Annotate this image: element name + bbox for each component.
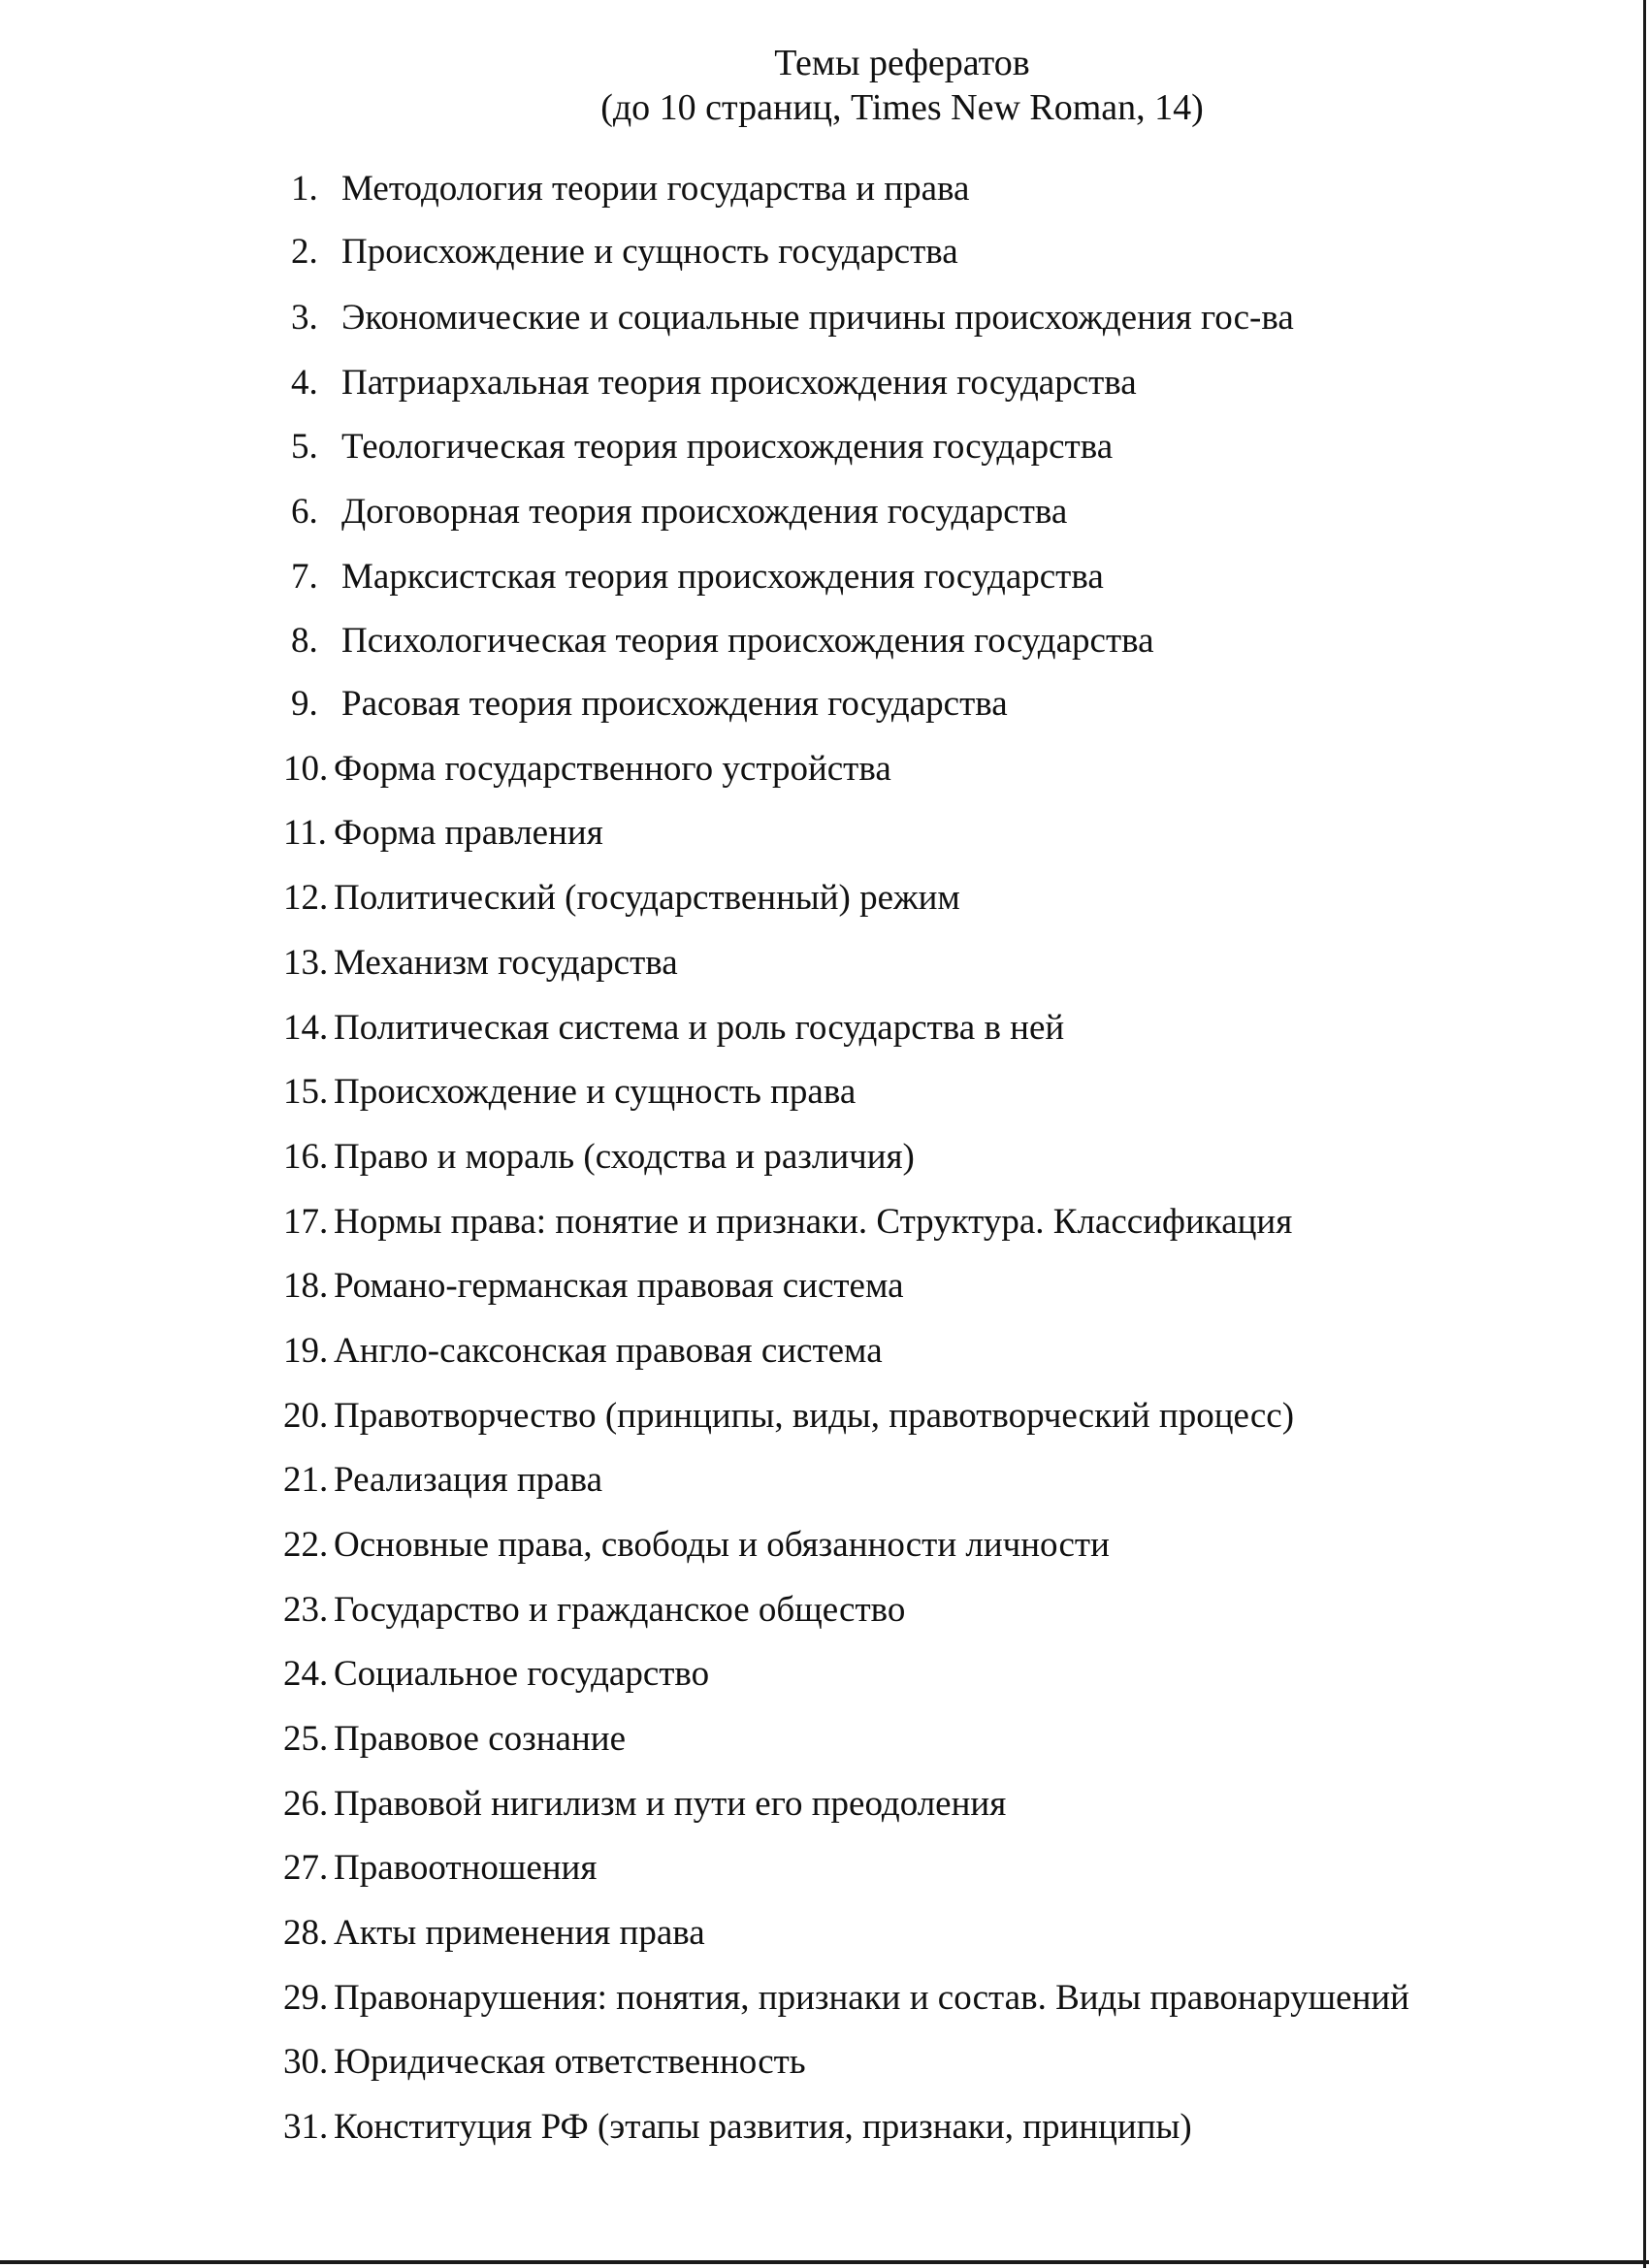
topic-number: 17.: [283, 1202, 329, 1242]
topic-number: 31.: [283, 2107, 329, 2147]
topic-text: Правоотношения: [334, 1848, 598, 1888]
topic-number: 13.: [283, 943, 329, 983]
topic-number: 19.: [283, 1331, 329, 1371]
topic-number: 26.: [283, 1784, 329, 1824]
topic-text: Политический (государственный) режим: [334, 878, 960, 918]
topic-text: Расовая теория происхождения государства: [341, 684, 1008, 724]
topic-text: Правотворчество (принципы, виды, правотворческий процесс): [334, 1396, 1295, 1436]
topic-text: Англо-саксонская правовая система: [334, 1331, 883, 1371]
topic-text: Реализация права: [334, 1460, 603, 1500]
topic-text: Психологическая теория происхождения государства: [341, 621, 1154, 661]
topic-number: 14.: [283, 1008, 329, 1048]
topic-text: Экономические и социальные причины происхождения гос-ва: [341, 298, 1294, 338]
topic-number: 28.: [283, 1913, 329, 1953]
topic-number: 22.: [283, 1525, 329, 1565]
topic-text: Правовое сознание: [334, 1719, 626, 1759]
topic-number: 6.: [291, 492, 318, 532]
topic-text: Право и мораль (сходства и различия): [334, 1137, 915, 1177]
document-title: Темы рефератов: [774, 43, 1030, 83]
topic-number: 16.: [283, 1137, 329, 1177]
topic-number: 3.: [291, 298, 318, 338]
topic-number: 29.: [283, 1978, 329, 2018]
topic-number: 9.: [291, 684, 318, 724]
topic-text: Механизм государства: [334, 943, 678, 983]
topic-text: Патриархальная теория происхождения государства: [341, 363, 1137, 403]
topic-text: Государство и гражданское общество: [334, 1590, 906, 1630]
topic-text: Романо-германская правовая система: [334, 1266, 904, 1306]
topic-number: 2.: [291, 232, 318, 272]
scan-edge-bottom: [0, 2260, 1649, 2264]
topic-text: Форма государственного устройства: [334, 749, 891, 789]
topic-text: Происхождение и сущность права: [334, 1072, 857, 1112]
topic-text: Происхождение и сущность государства: [341, 232, 958, 272]
topic-text: Политическая система и роль государства в ней: [334, 1008, 1065, 1048]
topic-text: Форма правления: [334, 813, 603, 853]
topic-number: 24.: [283, 1654, 329, 1694]
topic-text: Социальное государство: [334, 1654, 710, 1694]
topic-number: 5.: [291, 427, 318, 467]
topic-text: Нормы права: понятие и признаки. Структура. Классификация: [334, 1202, 1293, 1242]
topic-number: 27.: [283, 1848, 329, 1888]
document-subtitle: (до 10 страниц, Times New Roman, 14): [600, 87, 1204, 128]
topic-number: 25.: [283, 1719, 329, 1759]
topic-number: 8.: [291, 621, 318, 661]
topic-text: Методология теории государства и права: [341, 169, 970, 209]
topic-text: Основные права, свободы и обязанности личности: [334, 1525, 1110, 1565]
topic-text: Правовой нигилизм и пути его преодоления: [334, 1784, 1007, 1824]
topic-number: 20.: [283, 1396, 329, 1436]
topic-number: 4.: [291, 363, 318, 403]
scan-edge-right: [1643, 0, 1646, 2268]
topic-text: Марксистская теория происхождения государства: [341, 557, 1104, 597]
topic-number: 12.: [283, 878, 329, 918]
topic-text: Юридическая ответственность: [334, 2042, 806, 2082]
topic-text: Акты применения права: [334, 1913, 705, 1953]
topic-number: 23.: [283, 1590, 329, 1630]
topic-number: 11.: [283, 813, 327, 853]
topic-number: 1.: [291, 169, 318, 209]
topic-text: Теологическая теория происхождения государства: [341, 427, 1114, 467]
topic-number: 7.: [291, 557, 318, 597]
topic-number: 18.: [283, 1266, 329, 1306]
topic-text: Правонарушения: понятия, признаки и состав. Виды правонарушений: [334, 1978, 1409, 2018]
topic-text: Договорная теория происхождения государства: [341, 492, 1068, 532]
topic-text: Конституция РФ (этапы развития, признаки, принципы): [334, 2107, 1192, 2147]
topic-number: 10.: [283, 749, 329, 789]
topic-number: 15.: [283, 1072, 329, 1112]
topic-number: 30.: [283, 2042, 329, 2082]
topic-number: 21.: [283, 1460, 329, 1500]
